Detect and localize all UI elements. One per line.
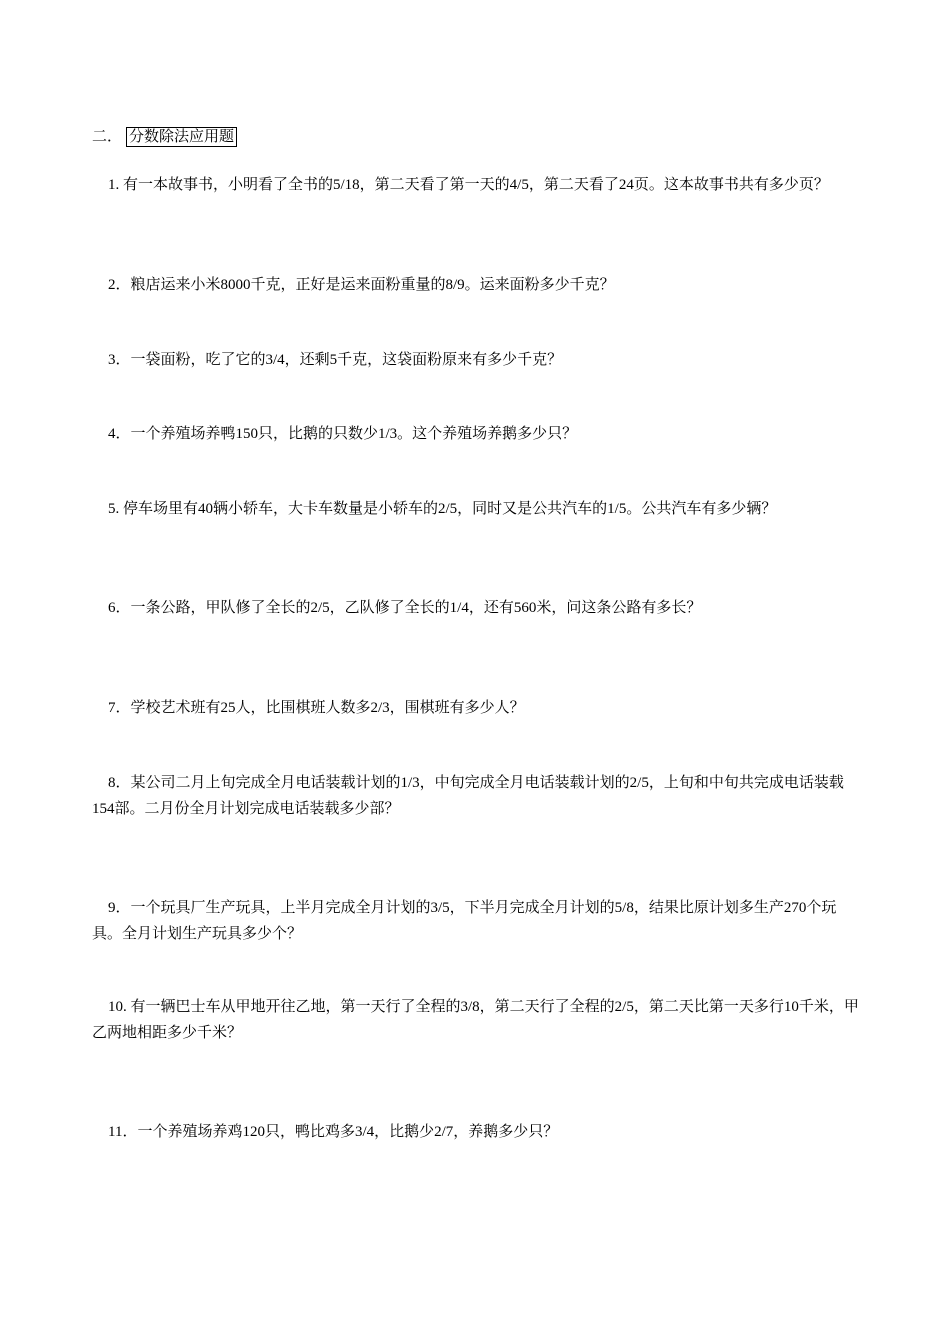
problem-7: 7．学校艺术班有25人，比围棋班人数多2/3，围棋班有多少人？ [108, 700, 525, 716]
section-heading [92, 124, 237, 150]
section-number: 二． [92, 129, 123, 145]
problem-1: 1. 有一本故事书，小明看了全书的5/18，第二天看了第一天的4/5，第二天看了24页。这本故事书共有多少页？ [108, 177, 829, 193]
problem-10: 10. 有一辆巴士车从甲地开往乙地，第一天行了全程的3/8，第二天行了全程的2/5，第二天比第一天多行10千米，甲乙两地相距多少千米？ [92, 999, 859, 1041]
section-title: 分数除法应用题 [126, 127, 237, 147]
problem-3: 3．一袋面粉，吃了它的3/4，还剩5千克，这袋面粉原来有多少千克？ [108, 352, 563, 368]
problem-8: 8．某公司二月上旬完成全月电话装载计划的1/3，中旬完成全月电话装载计划的2/5，上旬和中旬共完成电话装载154部。二月份全月计划完成电话装载多少部？ [92, 775, 844, 817]
problem-5: 5. 停车场里有40辆小轿车，大卡车数量是小轿车的2/5，同时又是公共汽车的1/5。公共汽车有多少辆？ [108, 501, 777, 517]
problem-9: 9．一个玩具厂生产玩具，上半月完成全月计划的3/5，下半月完成全月计划的5/8，结果比原计划多生产270个玩具。全月计划生产玩具多少个？ [92, 900, 837, 942]
problem-2: 2．粮店运来小米8000千克，正好是运来面粉重量的8/9。运来面粉多少千克？ [108, 277, 615, 293]
problem-6: 6．一条公路，甲队修了全长的2/5，乙队修了全长的1/4，还有560米，问这条公路有多长？ [108, 600, 702, 616]
problem-4: 4．一个养殖场养鸭150只，比鹅的只数少1/3。这个养殖场养鹅多少只？ [108, 426, 578, 442]
problem-11: 11．一个养殖场养鸡120只，鸭比鸡多3/4，比鹅少2/7，养鹅多少只？ [108, 1124, 559, 1140]
